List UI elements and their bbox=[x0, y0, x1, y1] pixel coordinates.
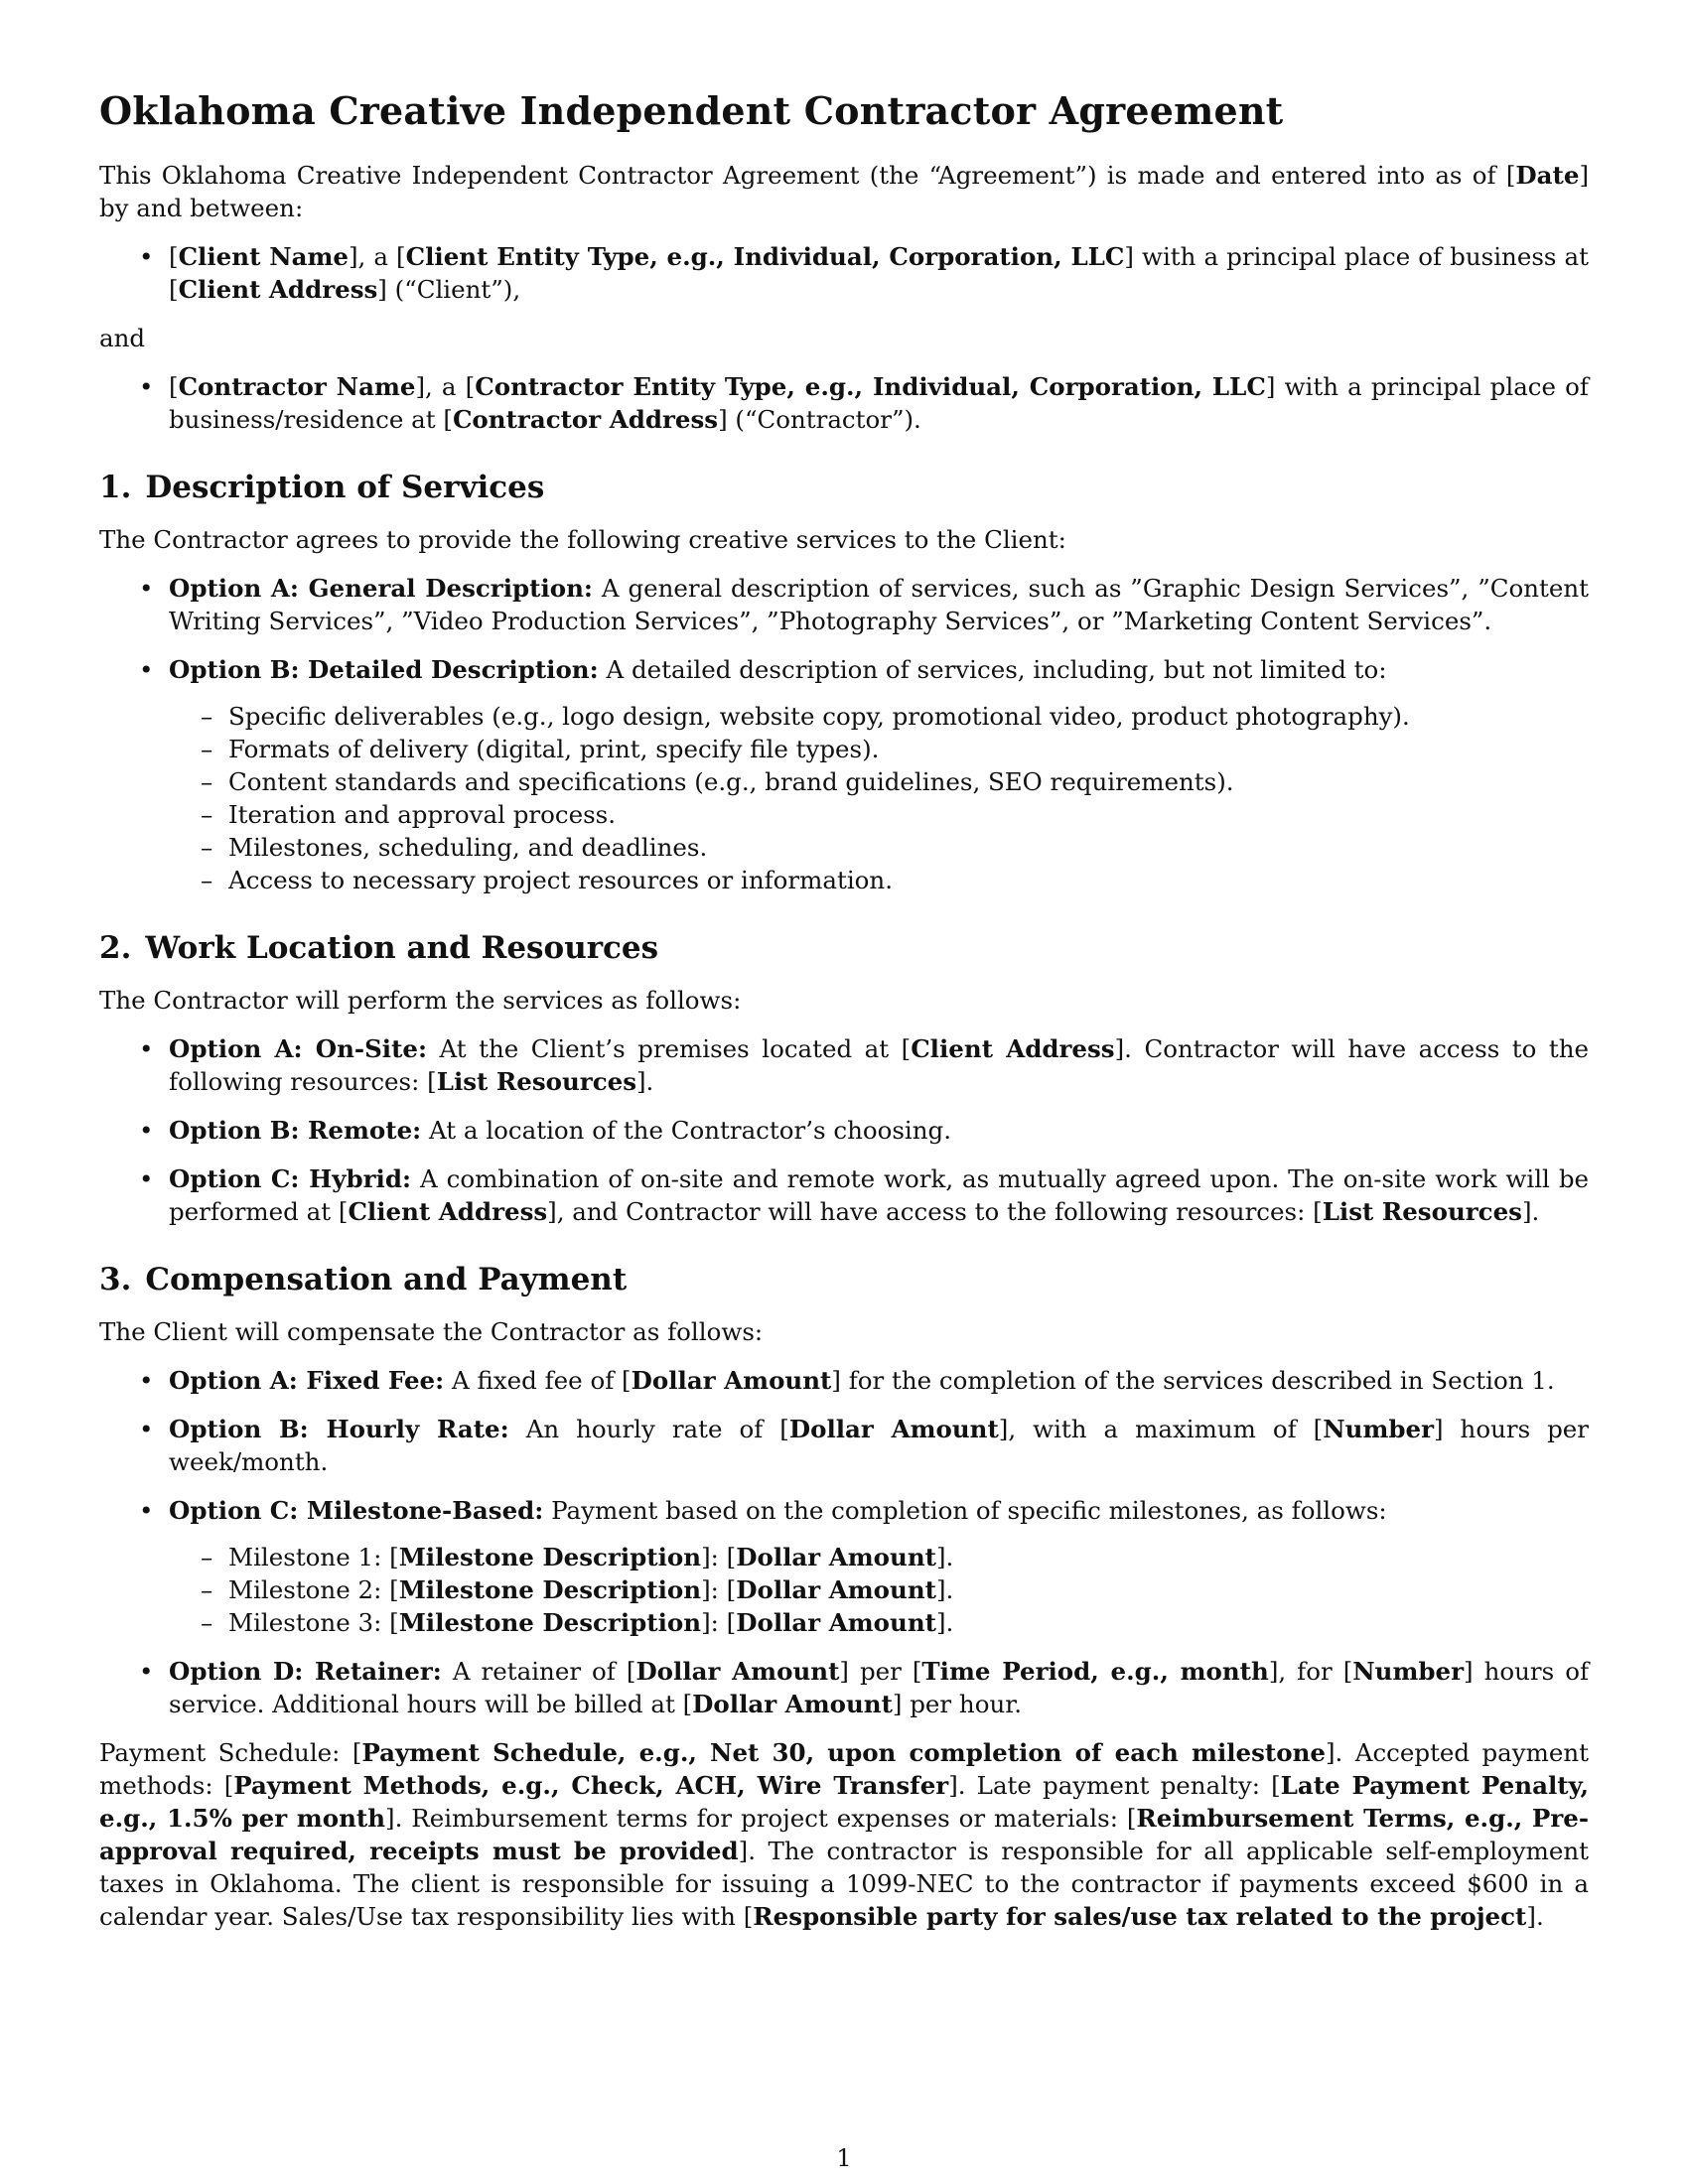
section-2-options bbox=[99, 1032, 1589, 1228]
document-page bbox=[99, 87, 1589, 1949]
s3-option-b: • Option B: Hourly Rate: An hourly rate of [Dollar Amount], with a maximum of [Number] hours per week/month. bbox=[99, 1413, 1589, 1478]
s1-option-a: • Option A: General Description: A general description of services, such as ”Graphic Design Services”, ”Content Writing Services”, ”Video Production Services”, ”Photography Services”, or ”Marketing Content Services”. bbox=[99, 572, 1589, 637]
intro-paragraph: This Oklahoma Creative Independent Contractor Agreement (the “Agreement”) is made and entered into as of [Date] by and between: bbox=[99, 161, 1589, 222]
contractor-party: • [Contractor Name], a [Contractor Entity Type, e.g., Individual, Corporation, LLC] with a principal place of business/residence at [Contractor Address] (“Contractor”). bbox=[99, 370, 1589, 436]
payment-terms-paragraph: Payment Schedule: [Payment Schedule, e.g., Net 30, upon completion of each milestone]. Accepted payment methods: [Payment Methods, e.g., Check, ACH, Wire Transfer]. Late payment penalty: [Late Payment Penalty, e.g., 1.5% per month]. Reimbursement terms for project expenses or materials: [Reimbursement Terms, e.g., Pre-approval required, receipts must be provided]. The contractor is responsible for all applicable self-employment taxes in Oklahoma. The client is responsible for issuing a 1099-NEC to the contractor if payments exceed $600 in a calendar year. Sales/Use tax responsibility lies with [Responsible party for sales/use tax related to the project]. bbox=[99, 1738, 1589, 1931]
s3-option-c: • Option C: Milestone-Based: Payment based on the completion of specific milestones, as follows: – Milestone 1: [Milestone Description]: [Dollar Amount]. – Milestone 2: [Milestone Description]: [Dollar Amount]. – Milestone 3: [Milestone Description]: [Dollar Amount]. bbox=[99, 1494, 1589, 1639]
s1-option-b: • Option B: Detailed Description: A detailed description of services, including, but not limited to: – Specific deliverables (e.g., logo design, website copy, promotional video, product photography). – Formats of delivery (digital, print, specify file types). – Content standards and specifications (e.g., brand guidelines, SEO requirements). – Iteration and approval process. – Milestones, scheduling, and deadlines. – Access to necessary project resources or information. bbox=[99, 653, 1589, 896]
section-1-intro: The Contractor agrees to provide the following creative services to the Client: bbox=[99, 525, 1066, 554]
s2-option-c: • Option C: Hybrid: A combination of on-site and remote work, as mutually agreed upon. The on-site work will be performed at [Client Address], and Contractor will have access to the following resources: [List Resources]. bbox=[99, 1162, 1589, 1228]
client-party: • [Client Name], a [Client Entity Type, e.g., Individual, Corporation, LLC] with a principal place of business at [Client Address] (“Client”), bbox=[99, 240, 1589, 306]
s2-option-b: • Option B: Remote: At a location of the Contractor’s choosing. bbox=[99, 1114, 1589, 1147]
and-connector: and bbox=[99, 324, 146, 352]
contractor-party-list bbox=[99, 370, 1589, 436]
date-placeholder: Date bbox=[1515, 161, 1580, 190]
detail-item: – Formats of delivery (digital, print, specify file types). bbox=[169, 733, 1589, 765]
milestone-item: – Milestone 1: [Milestone Description]: [Dollar Amount]. bbox=[169, 1541, 1589, 1573]
section-3-options bbox=[99, 1364, 1589, 1720]
section-2-heading: 2. Work Location and Resources bbox=[99, 930, 659, 966]
section-3-intro: The Client will compensate the Contractor as follows: bbox=[99, 1317, 764, 1346]
s1-detail-list bbox=[169, 700, 1589, 896]
s2-option-a: • Option A: On-Site: At the Client’s premises located at [Client Address]. Contractor will have access to the following resources: [List Resources]. bbox=[99, 1032, 1589, 1098]
milestone-item: – Milestone 2: [Milestone Description]: [Dollar Amount]. bbox=[169, 1573, 1589, 1606]
section-2-intro: The Contractor will perform the services as follows: bbox=[99, 986, 742, 1015]
detail-item: – Access to necessary project resources or information. bbox=[169, 864, 1589, 896]
section-1-options bbox=[99, 572, 1589, 896]
section-3-heading: 3. Compensation and Payment bbox=[99, 1262, 628, 1297]
milestone-list bbox=[169, 1541, 1589, 1639]
detail-item: – Specific deliverables (e.g., logo design, website copy, promotional video, product photography). bbox=[169, 700, 1589, 733]
detail-item: – Content standards and specifications (e.g., brand guidelines, SEO requirements). bbox=[169, 765, 1589, 798]
milestone-item: – Milestone 3: [Milestone Description]: [Dollar Amount]. bbox=[169, 1606, 1589, 1639]
detail-item: – Milestones, scheduling, and deadlines. bbox=[169, 831, 1589, 864]
s3-option-d: • Option D: Retainer: A retainer of [Dollar Amount] per [Time Period, e.g., month], for [Number] hours of service. Additional hours will be billed at [Dollar Amount] per hour. bbox=[99, 1655, 1589, 1720]
document-title: Oklahoma Creative Independent Contractor Agreement bbox=[99, 88, 1284, 133]
s3-option-a: • Option A: Fixed Fee: A fixed fee of [Dollar Amount] for the completion of the services described in Section 1. bbox=[99, 1364, 1589, 1397]
client-party-list bbox=[99, 240, 1589, 306]
page-number: 1 bbox=[836, 2144, 852, 2172]
section-1-heading: 1. Description of Services bbox=[99, 470, 545, 505]
detail-item: – Iteration and approval process. bbox=[169, 798, 1589, 831]
